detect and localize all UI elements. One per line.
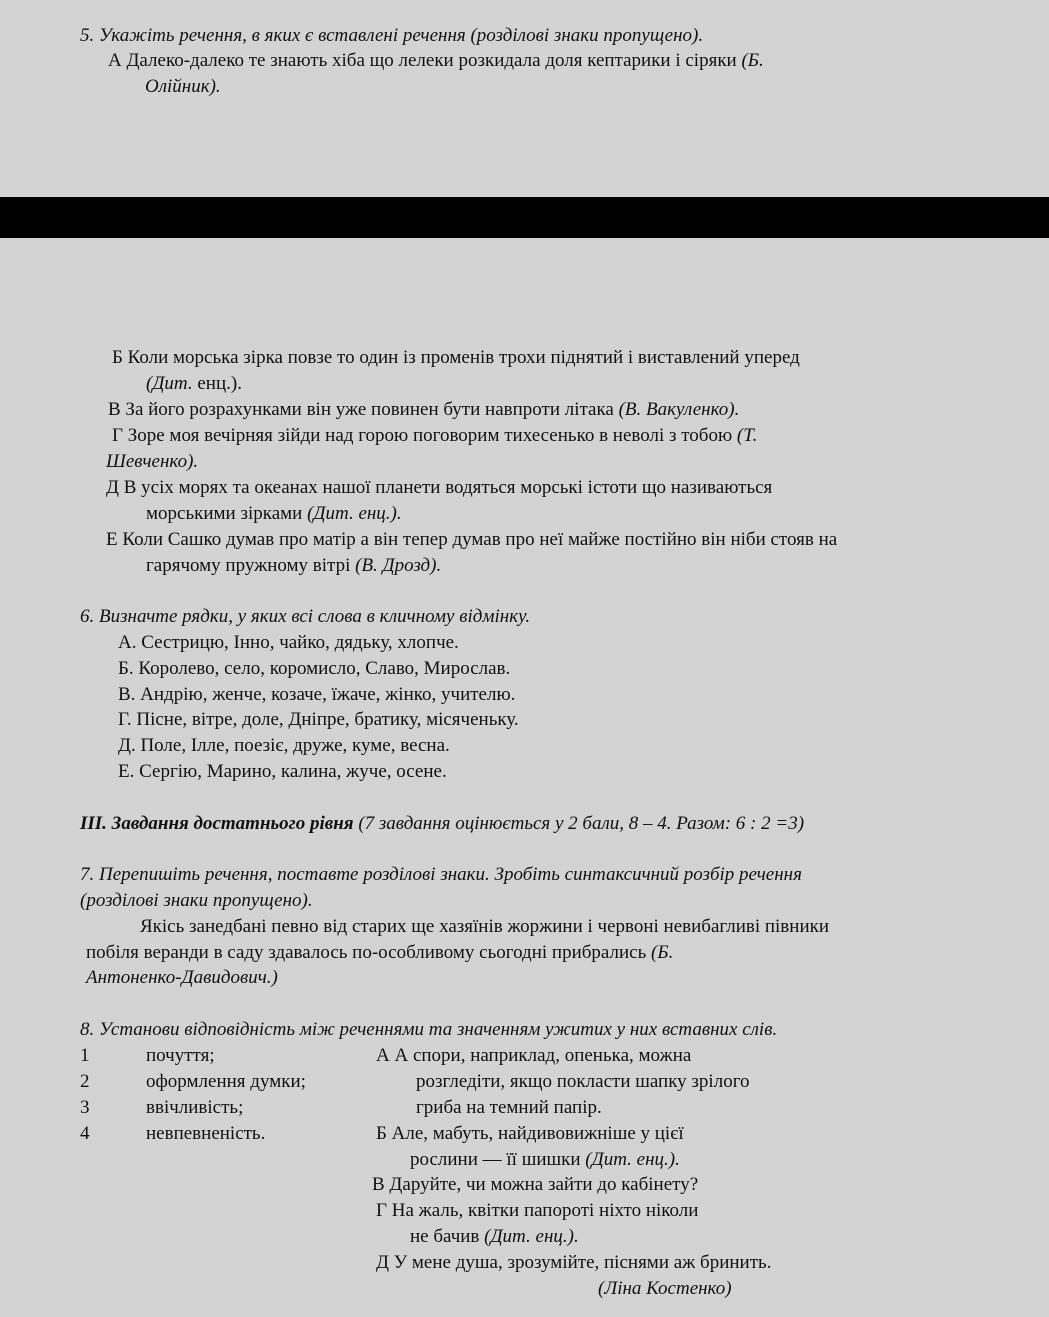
q6-option-e: Е. Сергію, Марино, калина, жуче, осене. — [118, 761, 447, 782]
q5-option-e-cont-text: гарячому пружному вітрі — [146, 555, 356, 576]
q8-right-b-cont — [410, 1148, 680, 1172]
q5-option-d-cont — [146, 502, 402, 526]
q8-right-h-cont-text: не бачив — [410, 1226, 485, 1247]
q5-option-a-author-cont: Олійник). — [145, 76, 221, 97]
q8-right-b-source: (Дит. енц.). — [585, 1149, 680, 1170]
q7-author: (Б. — [651, 942, 674, 963]
q5-option-h-author-cont: Шевченко). — [106, 451, 199, 472]
q8-left-num-4: 4 — [80, 1123, 90, 1144]
q6-option-h: Г. Пісне, вітре, доле, Дніпре, братику, місяченьку. — [118, 709, 519, 730]
q8-left-item-4: невпевненість. — [146, 1123, 266, 1144]
q5-option-a-text: А Далеко-далеко те знають хіба що лелеки розкидала доля кептарики і сіряки — [108, 50, 742, 71]
q5-option-h — [112, 424, 757, 448]
q8-right-b-cont-text: рослини — її шишки — [410, 1149, 586, 1170]
q5-option-b-source-rest: енц.). — [192, 373, 242, 394]
q8-right-a-cont2: гриба на темний папір. — [416, 1097, 602, 1118]
q8-right-h-cont — [410, 1225, 579, 1249]
q5-option-b-source — [146, 372, 242, 396]
section-3-note: (7 завдання оцінюється у 2 бали, 8 – 4. Разом: 6 : 2 =3) — [353, 813, 805, 834]
q5-option-d: Д В усіх морях та океанах нашої планети водяться морські істоти що називаються — [106, 477, 773, 498]
question-7-cont: (розділові знаки пропущено). — [80, 890, 313, 911]
q8-right-d: Д У мене душа, зрозумійте, піснями аж бринить. — [376, 1252, 772, 1273]
q5-option-v-text: В За його розрахунками він уже повинен бути навпроти літака — [108, 399, 619, 420]
q5-option-b-source-italic: (Дит. — [146, 373, 193, 394]
q8-left-item-3: ввічливість; — [146, 1097, 244, 1118]
q5-option-h-text: Г Зоре моя вечірняя зійди над горою поговорим тихесенько в неволі з тобою — [112, 425, 737, 446]
q6-option-b: Б. Королево, село, коромисло, Славо, Мирослав. — [118, 658, 511, 679]
q8-left-item-2: оформлення думки; — [146, 1071, 306, 1092]
q7-sentence-cont — [86, 941, 673, 965]
question-8: 8. Установи відповідність між реченнями та значенням ужитих у них вставних слів. — [80, 1019, 778, 1040]
q8-left-num-1: 1 — [80, 1045, 90, 1066]
q7-sentence: Якісь занедбані певно від старих ще хазяїнів жоржини і червоні невибагливі півники — [140, 916, 830, 937]
q8-left-item-1: почуття; — [146, 1045, 215, 1066]
q8-right-a: А А спори, наприклад, опенька, можна — [376, 1045, 692, 1066]
q5-option-d-cont-text: морськими зірками — [146, 503, 308, 524]
q8-left-num-3: 3 — [80, 1097, 90, 1118]
q7-author-cont: Антоненко-Давидович.) — [86, 967, 278, 988]
section-3-title: ІІІ. Завдання достатнього рівня — [80, 813, 354, 834]
q5-option-e: Е Коли Сашко думав про матір а він тепер думав про неї майже постійно він ніби стояв на — [106, 529, 838, 550]
q6-option-v: В. Андрію, женче, козаче, їжаче, жінко, учителю. — [118, 684, 516, 705]
q8-left-num-2: 2 — [80, 1071, 90, 1092]
q5-option-e-author: (В. Дрозд). — [355, 555, 442, 576]
question-5: 5. Укажіть речення, в яких є вставлені речення (розділові знаки пропущено). — [80, 25, 704, 46]
q6-option-a: А. Сестрицю, Інно, чайко, дядьку, хлопче. — [118, 632, 459, 653]
q8-right-b: Б Але, мабуть, найдивовижніше у цієї — [376, 1123, 684, 1144]
q7-sentence-cont-text: побіля веранди в саду здавалось по-особливому сьогодні прибрались — [86, 942, 652, 963]
redaction-bar — [0, 197, 1049, 238]
question-6: 6. Визначте рядки, у яких всі слова в кличному відмінку. — [80, 606, 531, 627]
q5-option-e-cont — [146, 554, 441, 578]
q8-right-h: Г На жаль, квітки папороті ніхто ніколи — [376, 1200, 699, 1221]
q8-right-a-cont1: розгледіти, якщо покласти шапку зрілого — [416, 1071, 750, 1092]
section-3-heading — [80, 812, 804, 836]
q5-option-a — [108, 49, 764, 73]
q8-right-h-source: (Дит. енц.). — [484, 1226, 579, 1247]
q5-option-h-author: (Т. — [736, 425, 758, 446]
q6-option-d: Д. Поле, Ілле, поезіє, друже, куме, весна. — [118, 735, 450, 756]
q5-option-b: Б Коли морська зірка повзе то один із променів трохи піднятий і виставлений уперед — [112, 347, 800, 368]
question-7: 7. Перепишіть речення, поставте розділові знаки. Зробіть синтаксичний розбір речення — [80, 864, 802, 885]
q5-option-a-author: (Б. — [741, 50, 764, 71]
q5-option-v-author: (В. Вакуленко). — [618, 399, 740, 420]
q8-right-d-author: (Ліна Костенко) — [598, 1278, 732, 1299]
q5-option-d-source: (Дит. енц.). — [307, 503, 402, 524]
q8-right-v: В Даруйте, чи можна зайти до кабінету? — [372, 1174, 699, 1195]
q5-option-v — [108, 398, 739, 422]
